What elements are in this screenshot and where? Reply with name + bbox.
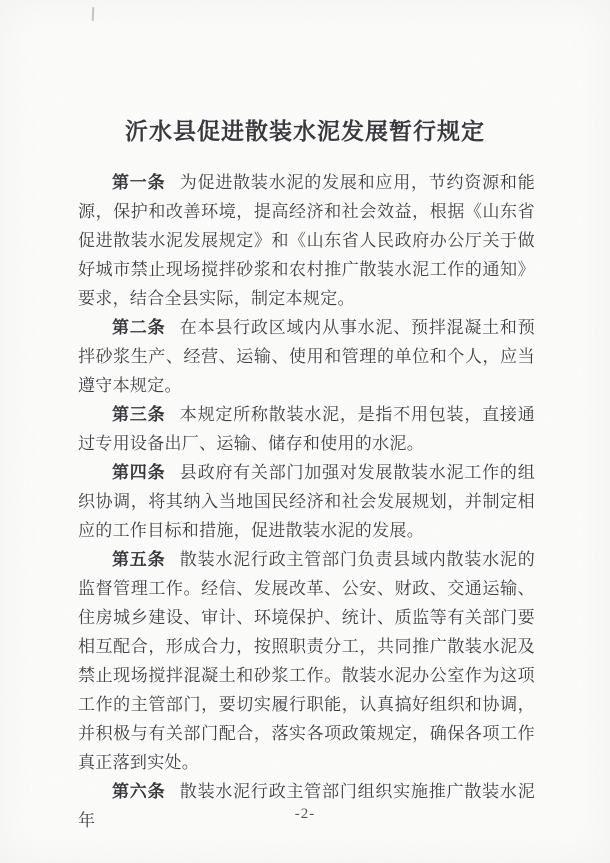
article-3-label: 第三条	[112, 405, 166, 424]
document-body	[78, 168, 535, 835]
scan-artifact-mark	[92, 7, 94, 21]
page-number: -2-	[294, 806, 316, 822]
article-2-text: 在本县行政区域内从事水泥、预拌混凝土和预拌砂浆生产、经营、运输、使用和管理的单位和个人，应当遵守本规定。	[78, 318, 535, 395]
article-3-text: 本规定所称散装水泥，是指不用包装，直接通过专用设备出厂、运输、储存和使用的水泥。	[78, 405, 535, 453]
article-paragraph-1	[78, 168, 535, 313]
article-paragraph-3	[78, 400, 535, 458]
article-4-text: 县政府有关部门加强对发展散装水泥工作的组织协调，将其纳入当地国民经济和社会发展规划，并制定相应的工作目标和措施，促进散装水泥的发展。	[78, 463, 535, 540]
article-5-label: 第五条	[112, 550, 166, 569]
article-6-label: 第六条	[112, 782, 166, 801]
article-1-text: 为促进散装水泥的发展和应用，节约资源和能源，保护和改善环境，提高经济和社会效益，根据《山东省促进散装水泥发展规定》和《山东省人民政府办公厅关于做好城市禁止现场搅拌砂浆和农村推广散装水泥工作的通知》要求，结合全县实际，制定本规定。	[78, 173, 535, 308]
article-paragraph-5	[78, 545, 535, 777]
article-4-label: 第四条	[112, 463, 166, 482]
article-paragraph-4	[78, 458, 535, 545]
article-1-label: 第一条	[112, 173, 166, 192]
article-6-text: 散装水泥行政主管部门组织实施推广散装水泥年	[78, 782, 535, 830]
article-2-label: 第二条	[112, 318, 166, 337]
article-paragraph-2	[78, 313, 535, 400]
article-5-text: 散装水泥行政主管部门负责县域内散装水泥的监督管理工作。经信、发展改革、公安、财政、交通运输、住房城乡建设、审计、环境保护、统计、质监等有关部门要相互配合，形成合力，按照职责分工，共同推广散装水泥及禁止现场搅拌混凝土和砂浆工作。散装水泥办公室作为这项工作的主管部门，要切实履行职能，认真搞好组织和协调，并积极与有关部门配合，落实各项政策规定，确保各项工作真正落到实处。	[78, 550, 535, 772]
document-title: 沂水县促进散装水泥发展暂行规定	[125, 119, 485, 145]
